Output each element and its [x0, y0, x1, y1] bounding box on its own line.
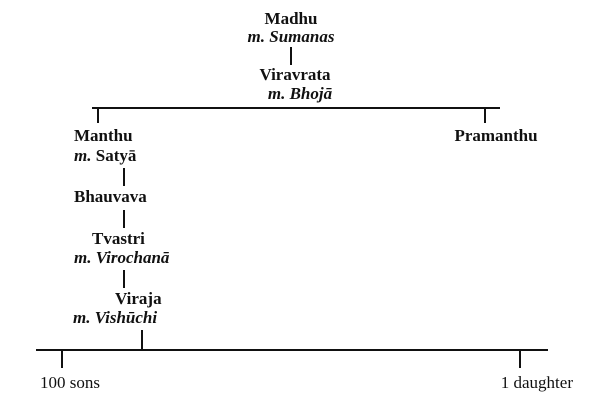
manthu-spouse-name: Satyā [95, 146, 137, 165]
viravrata-name: Viravrata [259, 65, 331, 84]
pramanthu-name: Pramanthu [454, 126, 538, 145]
children-sons: 100 sons [40, 373, 100, 392]
madhu-spouse-prefix: m. [247, 27, 266, 46]
bhauvava-name: Bhauvava [74, 187, 147, 206]
viraja-name: Viraja [115, 289, 162, 308]
viravrata-spouse [268, 84, 333, 103]
manthu-spouse [74, 146, 137, 165]
manthu-name: Manthu [74, 126, 133, 145]
tvastri-spouse [74, 248, 170, 267]
manthu-spouse-prefix: m. [74, 146, 92, 165]
viraja-spouse [73, 308, 157, 327]
viraja-spouse-name: Vishūchi [94, 308, 158, 327]
children-daughter: 1 daughter [500, 373, 573, 392]
viraja-spouse-prefix: m. [73, 308, 91, 327]
viravrata-spouse-prefix: m. [267, 84, 286, 103]
tvastri-spouse-name: Virochanā [95, 248, 170, 267]
madhu-spouse [248, 27, 335, 46]
tvastri-name: Tvastri [92, 229, 145, 248]
madhu-name: Madhu [264, 9, 318, 28]
tvastri-spouse-prefix: m. [74, 248, 92, 267]
madhu-spouse-name: Sumanas [269, 27, 335, 46]
viravrata-spouse-name: Bhojā [289, 84, 333, 103]
